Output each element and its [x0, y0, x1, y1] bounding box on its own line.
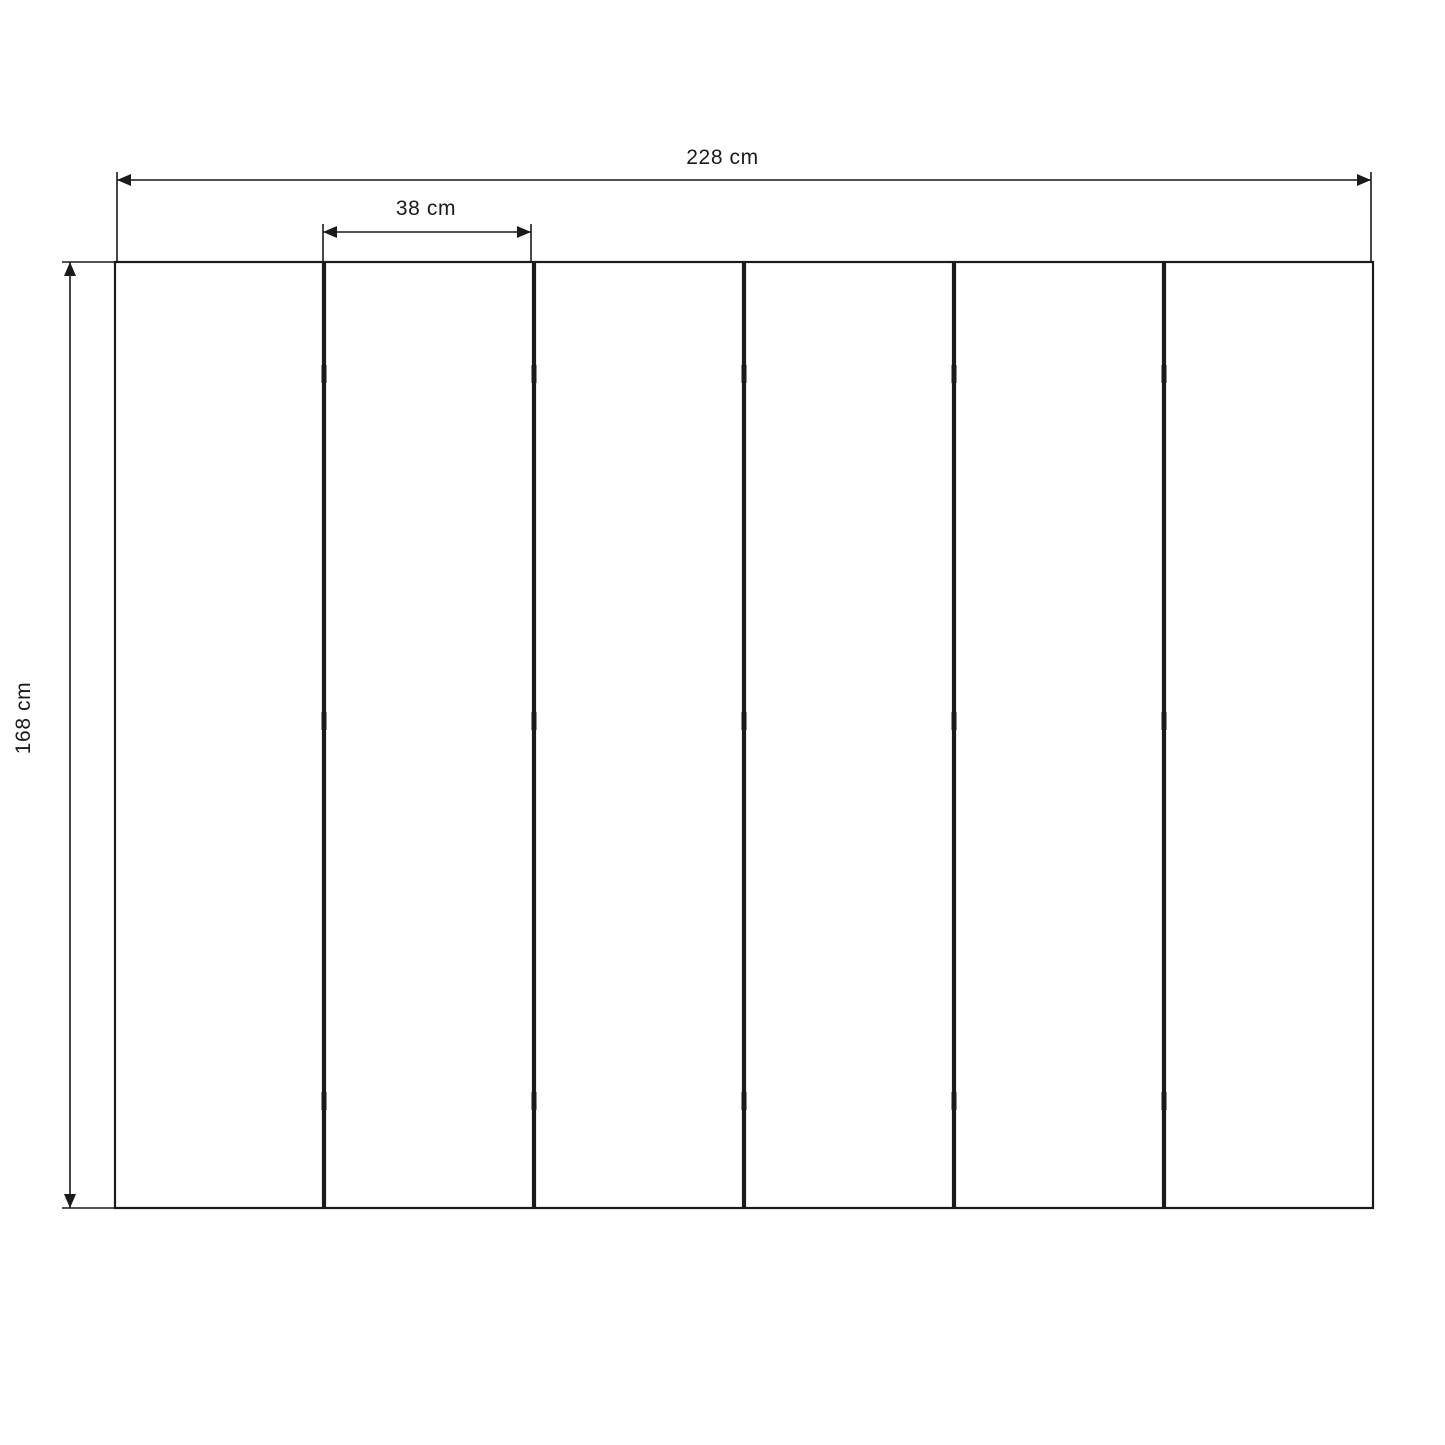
height-dimension — [62, 262, 115, 1208]
overall-width-label: 228 cm — [686, 146, 759, 169]
panel-4 — [745, 262, 953, 1208]
panel-5 — [955, 262, 1163, 1208]
panel-width-dimension — [323, 224, 531, 264]
overall-width-dimension — [117, 172, 1371, 262]
panel-6 — [1165, 262, 1373, 1208]
panel-3 — [535, 262, 743, 1208]
panel-1 — [115, 262, 323, 1208]
panel-2 — [325, 262, 533, 1208]
height-label: 168 cm — [12, 681, 35, 755]
panel-width-label: 38 cm — [395, 197, 457, 220]
